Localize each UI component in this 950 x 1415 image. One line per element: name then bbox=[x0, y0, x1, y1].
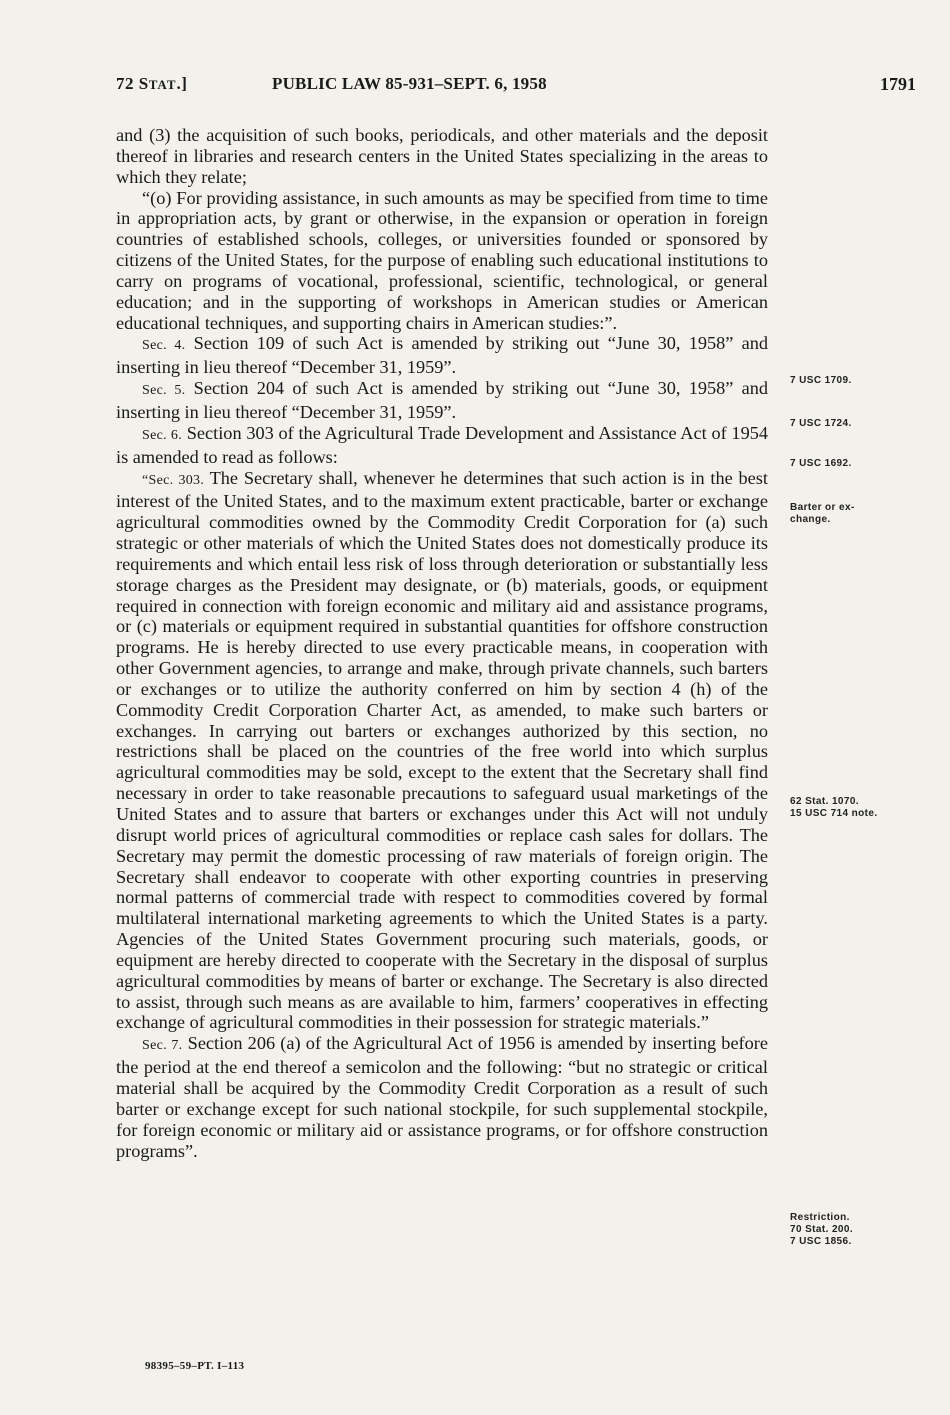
paragraph bbox=[116, 423, 768, 468]
running-title: PUBLIC LAW 85-931–SEPT. 6, 1958 bbox=[272, 74, 547, 93]
section-label: Sec. 4. bbox=[142, 338, 186, 354]
margin-note: 7 USC 1724. bbox=[790, 418, 852, 429]
margin-note: 62 Stat. 1070. 15 USC 714 note. bbox=[790, 796, 878, 819]
statute-volume bbox=[116, 74, 187, 94]
section-label: Sec. 7. bbox=[142, 1038, 183, 1054]
section-label: Sec. 6. bbox=[142, 427, 182, 443]
paragraph bbox=[116, 333, 768, 378]
section-label: Sec. 5. bbox=[142, 383, 186, 399]
statute-volume-bracket: .] bbox=[176, 74, 188, 93]
print-job-number: 98395–59–PT. I–113 bbox=[145, 1360, 245, 1372]
margin-note: Restriction. 70 Stat. 200. 7 USC 1856. bbox=[790, 1212, 854, 1247]
paragraph-text: and (3) the acquisition of such books, periodicals, and other materials and the deposit thereof in libraries and research centers in the United States specializing in the areas to which they relate; bbox=[116, 125, 768, 187]
paragraph-text: Section 109 of such Act is amended by striking out “June 30, 1958” and inserting in lieu thereof “December 31, 1959”. bbox=[116, 333, 768, 378]
margin-note: 7 USC 1709. bbox=[790, 375, 852, 386]
paragraph bbox=[116, 468, 768, 1034]
paragraph bbox=[116, 1033, 768, 1161]
paragraph-text: The Secretary shall, whenever he determines that such action is in the best interest of the United States, and to the maximum extent practicable, barter or exchange agricultural commodities owned by the Commodity Credit Corporation for (a) such strategic or other materials of which the United States does not domestically produce its requirements and which entail less risk of loss through deterioration or substantially less storage charges as the President may designate, or (b) materials, goods, or equipment required in connection with foreign economic and military aid and assistance programs, or (c) materials or equipment required in substantial quantities for offshore construction programs. He is hereby directed to use every practicable means, in cooperation with other Government agencies, to arrange and make, through private channels, such barters or exchanges or to utilize the authority conferred on him by section 4 (h) of the Commodity Credit Corporation Charter Act, as amended, to make such barters or exchanges. In carrying out barters or exchanges authorized by this section, no restrictions shall be placed on the countries of the free world into which surplus agricultural commodities may be sold, except to the extent that the Secretary shall find necessary in order to take reasonable precautions to safeguard usual marketings of the United States and to assure that barters or exchanges under this Act will not unduly disrupt world prices of agricultural commodities or replace cash sales for dollars. The Secretary may permit the domestic processing of raw materials of foreign origin. The Secretary shall endeavor to cooperate with other exporting countries in preserving normal patterns of commercial trade with respect to commodities covered by formal multilateral international marketing agreements to which the United States is a party. Agencies of the United States Government procuring such materials, goods, or equipment are hereby directed to cooperate with the Secretary in the disposal of surplus agricultural commodities by means of barter or exchange. The Secretary is also directed to assist, through such means as are available to him, farmers’ cooperatives in effecting exchange of agricultural commodities in their possession for strategic materials.” bbox=[116, 467, 768, 1033]
paragraph-text: Section 303 of the Agricultural Trade Development and Assistance Act of 1954 is amended to read as follows: bbox=[116, 422, 768, 467]
paragraph-text: “(o) For providing assistance, in such amounts as may be specified from time to time in appropriation acts, by grant or otherwise, in the expansion or operation in foreign countries of established schools, colleges, or universities founded or sponsored by citizens of the United States, for the purpose of enabling such educational institutions to carry on programs of vocational, professional, scientific, technological, or general education; and in the supporting of workshops in American studies or American educational techniques, and supporting chairs in American studies:”. bbox=[116, 187, 768, 333]
margin-note: Barter or ex- change. bbox=[790, 502, 855, 525]
margin-note: 7 USC 1692. bbox=[790, 458, 852, 469]
section-label: “Sec. 303. bbox=[142, 472, 205, 488]
body-text bbox=[116, 125, 768, 1161]
paragraph bbox=[116, 188, 768, 334]
page-number: 1791 bbox=[880, 74, 916, 94]
paragraph-text: Section 204 of such Act is amended by striking out “June 30, 1958” and inserting in lieu thereof “December 31, 1959”. bbox=[116, 378, 768, 422]
statute-volume-abbrev: TAT bbox=[148, 77, 177, 92]
statute-volume-number: 72 S bbox=[116, 74, 149, 93]
paragraph bbox=[116, 378, 768, 423]
paragraph bbox=[116, 125, 768, 188]
paragraph-text: Section 206 (a) of the Agricultural Act of 1956 is amended by inserting before the period at the end thereof a semicolon and the following: “but no strategic or critical material shall be acquired by the Commodity Credit Corporation as a result of such barter or exchange except for such national stockpile, for such supplemental stockpile, for foreign economic or military aid or assistance programs, or for offshore construction programs”. bbox=[116, 1033, 768, 1161]
page-header bbox=[116, 74, 916, 98]
